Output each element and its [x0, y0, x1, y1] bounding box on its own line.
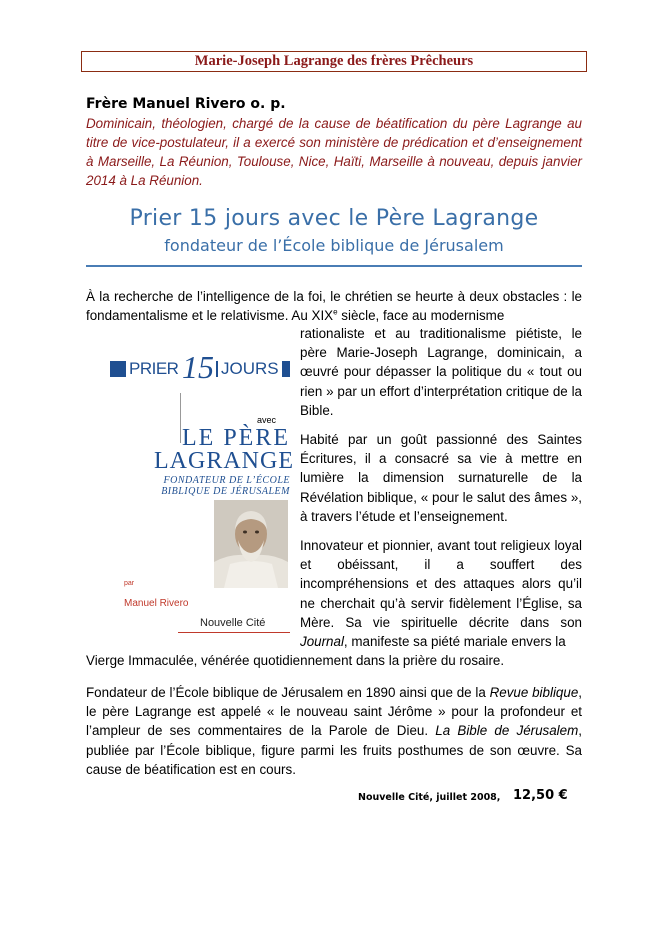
cover-author: Manuel Rivero [124, 598, 189, 609]
portrait-icon [214, 500, 288, 588]
cover-avec: avec [257, 415, 277, 425]
innovator-text-end: , manifeste sa piété mariale envers la [343, 634, 566, 650]
century-superscript: e [333, 307, 338, 317]
cover-par: par [124, 580, 135, 587]
cover-founder-line2: BIBLIQUE DE JÉRUSALEM [161, 486, 290, 497]
paragraph-innovator-tail: Vierge Immaculée, vénérée quotidiennement dans la prière du rosaire. [86, 653, 505, 668]
title-divider [86, 265, 582, 267]
publication-info: Nouvelle Cité, juillet 2008, [358, 792, 501, 803]
founder-text-e: , publiée par l’École biblique, figure parmi les fruits posthumes de son œuvre. Sa cause de béatification est en cours. [86, 723, 582, 777]
revue-biblique-title: Revue biblique [489, 685, 579, 700]
founder-text-c: , le père Lagrange est appelé « le nouveau saint Jérôme » pour la profondeur et l’ampleur de ses commentaires de la Parole de Dieu. [86, 685, 583, 739]
paragraph-scriptures: Habité par un goût passionné des Saintes Écritures, il a consacré sa vie à mettre en lumière la dimension surnaturelle de la Révélation biblique, « pour le salut des âmes », à travers l’étude et l’enseignement. [300, 432, 582, 524]
innovator-text: Innovateur et pionnier, avant tout religieux loyal et obéissant, il a souffert des incompréhensions et des attaques alors qu’il ne cherchait qu’à servir fidèlement l’Église, sa Mère. Sa vie spirituelle décrite dans son [300, 538, 582, 630]
portrait-photo [214, 500, 288, 588]
cover-name-line1: LE PÈRE [182, 425, 290, 451]
header-banner: Marie-Joseph Lagrange des frères Prêcheurs [81, 51, 587, 72]
cover-founder-line1: FONDATEUR DE L’ÉCOLE [163, 475, 290, 486]
cover-jours: JOURS [218, 358, 282, 380]
book-cover [110, 349, 294, 636]
author-bio: Dominicain, théologien, chargé de la cause de béatification du père Lagrange au titre de vice-postulateur, il a exercé son ministère de prédication et d’enseignement à Marseille, La Réunion, Toulouse, Nice, Haïti, Marseille à nouveau, depuis janvier 2014 à La Réunion. [86, 116, 582, 188]
journal-title: Journal [300, 634, 344, 650]
cover-publisher-line [178, 632, 290, 633]
cover-name-line2: LAGRANGE [154, 448, 294, 474]
cover-number: 15 [182, 349, 214, 385]
intro-text-end: siècle, face au modernisme [337, 308, 505, 324]
paragraph-intro [86, 287, 582, 325]
cover-publisher: Nouvelle Cité [200, 617, 266, 629]
book-title: Prier 15 jours avec le Père Lagrange [129, 206, 539, 231]
price: 12,50 € [513, 788, 568, 803]
book-subtitle: fondateur de l’École biblique de Jérusalem [164, 236, 504, 255]
intro-text-start: À la recherche de l’intelligence de la foi, le chrétien se heurte à deux obstacles : le fondamentalisme et le relativisme. Au XIX [86, 289, 582, 324]
bible-jerusalem-title: La Bible de Jérusalem [435, 723, 579, 739]
founder-text-a: Fondateur de l’École biblique de Jérusalem en 1890 ainsi que de la [86, 685, 490, 700]
cover-prier: PRIER [126, 358, 181, 380]
paragraph-founder [86, 683, 582, 779]
paragraph-innovator [300, 536, 582, 651]
author-name: Frère Manuel Rivero o. p. [86, 96, 286, 112]
paragraph-intro-continued: rationaliste et au traditionalisme piétiste, le père Marie-Joseph Lagrange, dominicain, a œuvré pour dépasser la politique du « tout ou rien » par un effort d’interprétation critique de la Bible. [300, 326, 582, 418]
